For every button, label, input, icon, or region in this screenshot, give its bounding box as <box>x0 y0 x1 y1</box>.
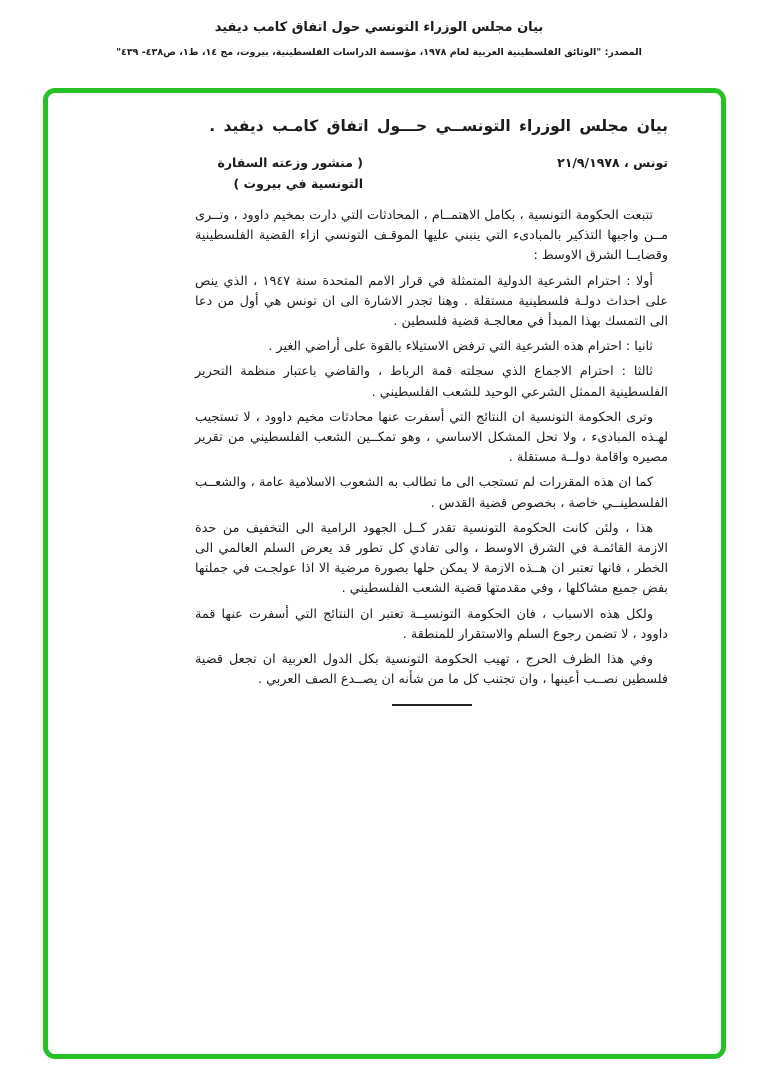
paragraph: هذا ، ولئن كانت الحكومة التونسية تقدر كــل الجهود الرامية الى التخفيف من حدة الازمة القائمـة في الشرق الاوسط ، والى تفادي كل تطور قد يعرض السلم العالمي الى الخطر ، فانها تعتبر ان هــذه الازمة لا يمكن حلها بصورة مرضية الا اذا عولجـت في جملتها بفض جميع مشاكلها ، وفي مقدمتها قضية الشعب الفلسطيني . <box>195 520 668 597</box>
paragraph: أولا : احترام الشرعية الدولية المتمثلة في قرار الامم المتحدة سنة ١٩٤٧ ، الذي ينص على احداث دولـة فلسطينية مستقلة . وهنا تجدر الاشارة الى ان تونس هي أول من دعا الى التمسك بهذا المبدأ في معالجـة قضية فلسطين . <box>195 273 668 330</box>
paragraph: تتبعت الحكومة التونسية ، بكامل الاهتمــام ، المحادثات التي دارت بمخيم داوود ، وتــرى مــن واجبها التذكير بالمبادىء التي ينبني عليها الموقـف التونسي ازاء القضية الفلسطينية وقضايــا الشرق الاوسط : <box>195 208 668 264</box>
page-header <box>0 0 758 58</box>
paragraph: وفي هذا الظرف الحرج ، تهيب الحكومة التونسية بكل الدول العربية ان تجعل قضية فلسطين نصــب أعينها ، وان تجتنب كل ما من شأنه ان يصــدع الصف العربي . <box>195 652 668 688</box>
publisher-note: ( منشور وزعته السفارة التونسية في بيروت ) <box>217 155 363 191</box>
paragraph: ولكل هذه الاسباب ، فان الحكومة التونسيــة تعتبر ان النتائج التي أسفرت عنها قمة داوود ، لا تضمن رجوع السلم والاستقرار للمنطقة . <box>195 606 668 642</box>
paragraph: كما ان هذه المقررات لم تستجب الى ما تطالب به الشعوب الاسلامية عامة ، والشعــب الفلسطينــي خاصة ، بخصوص قضية القدس . <box>195 475 668 511</box>
dateline-row <box>195 152 668 194</box>
dateline: تونس ، ٢١/٩/١٩٧٨ <box>557 155 668 170</box>
paragraph: ثالثا : احترام الاجماع الذي سجلته قمة الرباط ، والقاضي باعتبار منظمة التحرير الفلسطينية الممثل الشرعي الوحيد للشعب الفلسطيني . <box>195 364 668 400</box>
header-title: بيان مجلس الوزراء التونسي حول اتفاق كامب ديفيد <box>214 20 544 35</box>
end-divider <box>392 704 472 706</box>
document-title: بيان مجلس الوزراء التونســي حـــول اتفاق كامـب ديفيد . <box>209 117 668 135</box>
document-text <box>195 206 668 690</box>
paragraph: ثانيا : احترام هذه الشرعية التي ترفض الاستيلاء بالقوة على أراضي الغير . <box>268 339 653 355</box>
document-body <box>195 113 668 706</box>
paragraph: وترى الحكومة التونسية ان النتائج التي أسفرت عنها محادثات مخيم داوود ، لا تستجيب لهـذه المبادىء ، ولا تحل المشكل الاساسي ، وهو تمكــين الشعب الفلسطيني من تقرير مصيره واقامة دولــة مستقلة . <box>195 409 668 466</box>
document-frame <box>43 88 726 1059</box>
header-source: المصدر: "الوثائق الفلسطينية العربية لعام ١٩٧٨، مؤسسة الدراسات الفلسطينية، بيروت، مج ١٤، ط١، ص٤٣٨- ٤٣٩" <box>116 47 642 58</box>
